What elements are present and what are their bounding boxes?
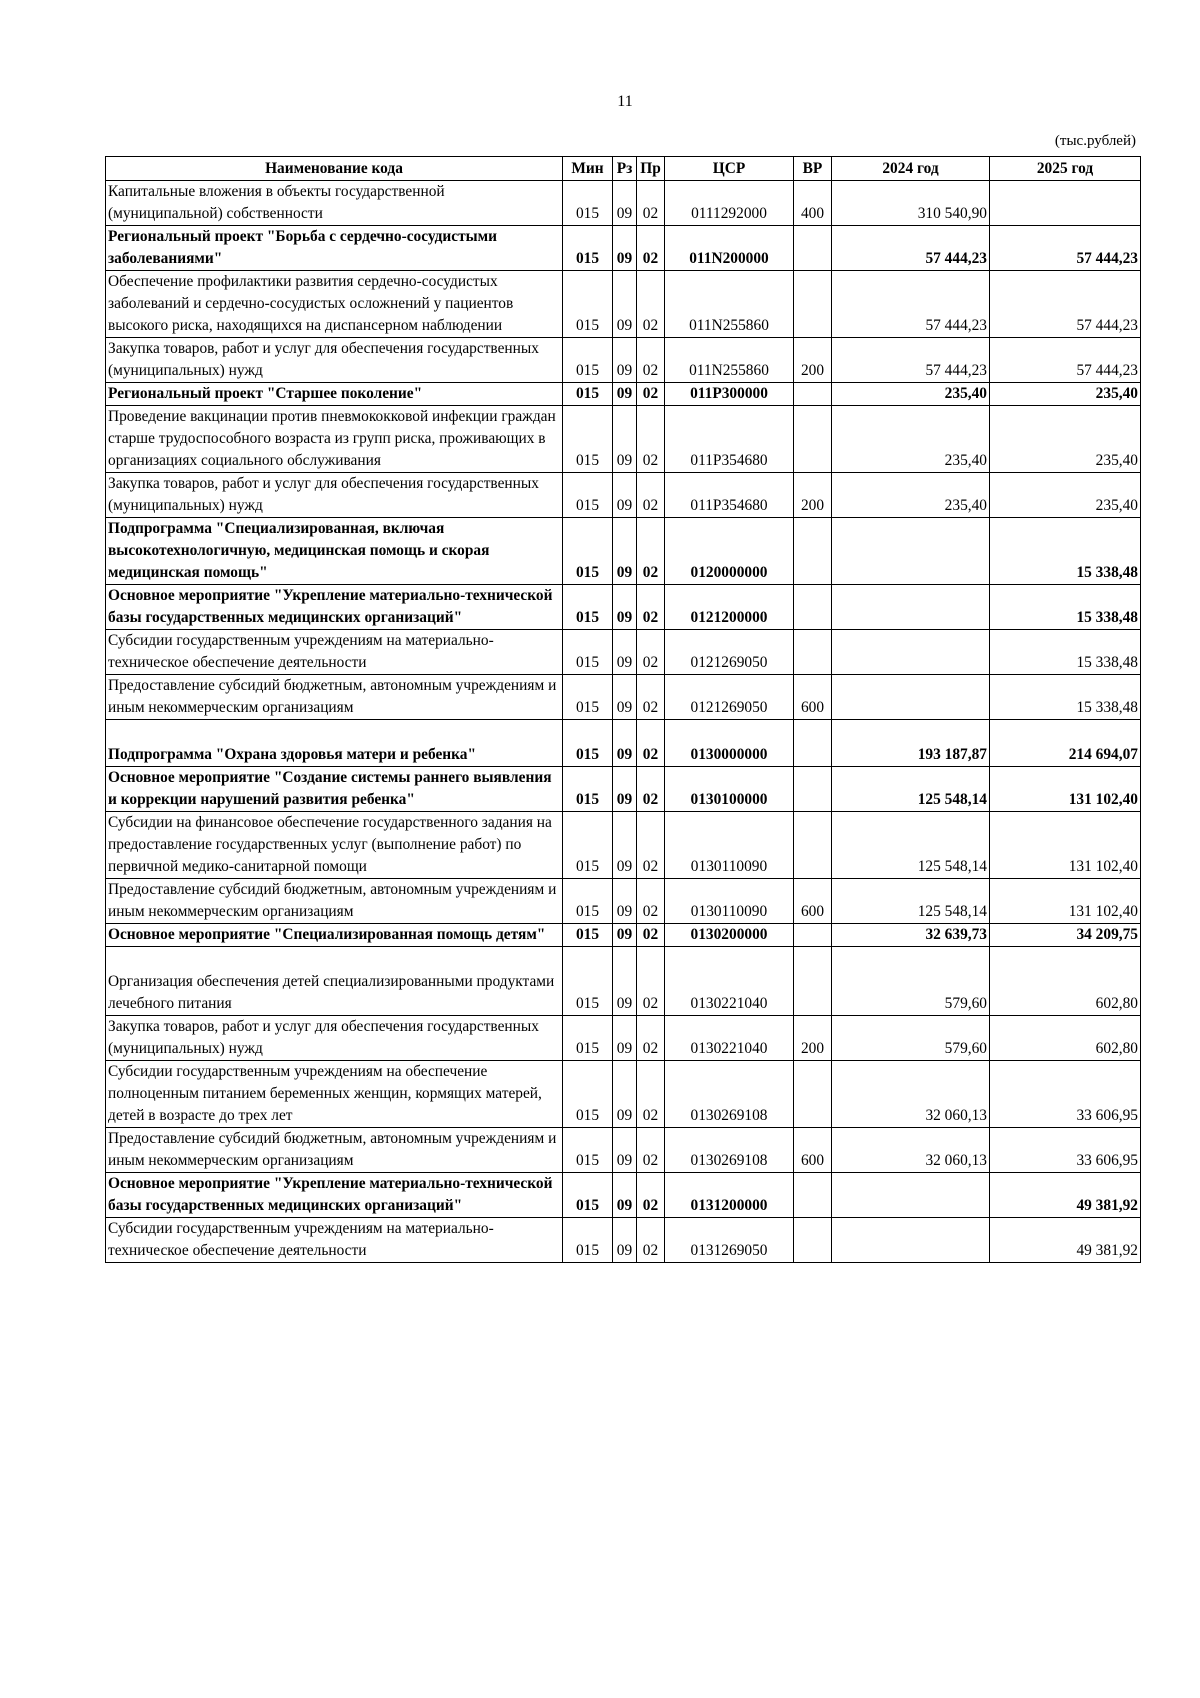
cell-vr: 200 [794, 473, 832, 518]
cell-y2024 [832, 585, 990, 630]
cell-y2025: 15 338,48 [990, 518, 1141, 585]
cell-y2025: 57 444,23 [990, 271, 1141, 338]
cell-vr: 200 [794, 1016, 832, 1061]
cell-vr: 600 [794, 1128, 832, 1173]
cell-min: 015 [563, 675, 613, 720]
table-row [106, 924, 1141, 947]
cell-csr: 0111292000 [665, 181, 794, 226]
cell-min: 015 [563, 1016, 613, 1061]
cell-name: Региональный проект "Старшее поколение" [106, 383, 563, 406]
cell-pr: 02 [637, 947, 665, 1016]
cell-y2025 [990, 181, 1141, 226]
cell-pr: 02 [637, 473, 665, 518]
cell-rz: 09 [613, 383, 637, 406]
cell-csr: 011N255860 [665, 338, 794, 383]
cell-y2024: 193 187,87 [832, 720, 990, 767]
cell-pr: 02 [637, 879, 665, 924]
cell-rz: 09 [613, 1016, 637, 1061]
header-rz: Рз [613, 157, 637, 181]
table-row [106, 226, 1141, 271]
budget-table [105, 156, 1141, 1263]
cell-name: Капитальные вложения в объекты государственной (муниципальной) собственности [106, 181, 563, 226]
cell-min: 015 [563, 924, 613, 947]
cell-rz: 09 [613, 1061, 637, 1128]
cell-pr: 02 [637, 585, 665, 630]
cell-y2024: 57 444,23 [832, 338, 990, 383]
cell-rz: 09 [613, 518, 637, 585]
cell-rz: 09 [613, 924, 637, 947]
cell-pr: 02 [637, 767, 665, 812]
cell-min: 015 [563, 473, 613, 518]
cell-y2025: 602,80 [990, 947, 1141, 1016]
cell-pr: 02 [637, 383, 665, 406]
cell-csr: 011N200000 [665, 226, 794, 271]
cell-pr: 02 [637, 630, 665, 675]
cell-vr [794, 383, 832, 406]
cell-name: Обеспечение профилактики развития сердечно-сосудистых заболеваний и сердечно-сосудистых осложнений у пациентов высокого риска, находящихся на диспансерном наблюдении [106, 271, 563, 338]
cell-min: 015 [563, 271, 613, 338]
cell-rz: 09 [613, 585, 637, 630]
cell-pr: 02 [637, 720, 665, 767]
cell-vr [794, 630, 832, 675]
cell-vr [794, 924, 832, 947]
cell-y2024: 579,60 [832, 1016, 990, 1061]
cell-y2025: 57 444,23 [990, 226, 1141, 271]
cell-csr: 0121200000 [665, 585, 794, 630]
cell-name: Субсидии на финансовое обеспечение государственного задания на предоставление государственных услуг (выполнение работ) по первичной медико-санитарной помощи [106, 812, 563, 879]
header-2024: 2024 год [832, 157, 990, 181]
cell-csr: 0121269050 [665, 630, 794, 675]
cell-csr: 0130200000 [665, 924, 794, 947]
cell-y2025: 131 102,40 [990, 767, 1141, 812]
cell-y2024: 125 548,14 [832, 767, 990, 812]
cell-vr [794, 518, 832, 585]
cell-vr [794, 585, 832, 630]
cell-name: Закупка товаров, работ и услуг для обеспечения государственных (муниципальных) нужд [106, 1016, 563, 1061]
cell-pr: 02 [637, 1061, 665, 1128]
cell-y2024: 579,60 [832, 947, 990, 1016]
cell-name: Закупка товаров, работ и услуг для обеспечения государственных (муниципальных) нужд [106, 338, 563, 383]
cell-csr: 0130221040 [665, 1016, 794, 1061]
cell-name: Предоставление субсидий бюджетным, автономным учреждениям и иным некоммерческим организациям [106, 1128, 563, 1173]
cell-y2024 [832, 1218, 990, 1263]
cell-vr [794, 226, 832, 271]
cell-rz: 09 [613, 879, 637, 924]
cell-pr: 02 [637, 1218, 665, 1263]
cell-y2024: 57 444,23 [832, 226, 990, 271]
header-name: Наименование кода [106, 157, 563, 181]
cell-csr: 011P300000 [665, 383, 794, 406]
cell-rz: 09 [613, 1218, 637, 1263]
cell-y2025: 33 606,95 [990, 1061, 1141, 1128]
cell-y2024: 235,40 [832, 383, 990, 406]
table-row [106, 812, 1141, 879]
cell-y2024 [832, 518, 990, 585]
cell-y2025: 49 381,92 [990, 1218, 1141, 1263]
cell-min: 015 [563, 767, 613, 812]
table-row [106, 585, 1141, 630]
cell-rz: 09 [613, 473, 637, 518]
table-row [106, 338, 1141, 383]
cell-csr: 0130000000 [665, 720, 794, 767]
cell-y2024: 125 548,14 [832, 812, 990, 879]
cell-y2025: 15 338,48 [990, 585, 1141, 630]
cell-vr [794, 1061, 832, 1128]
page-number: 11 [617, 93, 633, 110]
cell-vr [794, 1173, 832, 1218]
table-body [106, 181, 1141, 1263]
cell-y2025: 57 444,23 [990, 338, 1141, 383]
cell-y2024 [832, 630, 990, 675]
cell-y2024: 32 060,13 [832, 1061, 990, 1128]
cell-csr: 0130269108 [665, 1061, 794, 1128]
cell-name: Подпрограмма "Специализированная, включая высокотехнологичную, медицинская помощь и скорая медицинская помощь" [106, 518, 563, 585]
cell-rz: 09 [613, 1173, 637, 1218]
cell-min: 015 [563, 181, 613, 226]
cell-vr: 600 [794, 675, 832, 720]
cell-name: Основное мероприятие "Специализированная помощь детям" [106, 924, 563, 947]
header-2025: 2025 год [990, 157, 1141, 181]
cell-name: Организация обеспечения детей специализированными продуктами лечебного питания [106, 947, 563, 1016]
cell-y2024: 57 444,23 [832, 271, 990, 338]
cell-min: 015 [563, 879, 613, 924]
cell-rz: 09 [613, 767, 637, 812]
cell-min: 015 [563, 1173, 613, 1218]
cell-y2025: 15 338,48 [990, 630, 1141, 675]
cell-vr [794, 406, 832, 473]
cell-csr: 011P354680 [665, 473, 794, 518]
cell-y2024: 235,40 [832, 406, 990, 473]
cell-vr [794, 812, 832, 879]
cell-vr: 600 [794, 879, 832, 924]
table-row [106, 181, 1141, 226]
cell-csr: 011P354680 [665, 406, 794, 473]
cell-rz: 09 [613, 947, 637, 1016]
cell-csr: 011N255860 [665, 271, 794, 338]
cell-min: 015 [563, 812, 613, 879]
cell-y2024 [832, 1173, 990, 1218]
cell-pr: 02 [637, 338, 665, 383]
cell-min: 015 [563, 406, 613, 473]
cell-rz: 09 [613, 720, 637, 767]
cell-csr: 0131200000 [665, 1173, 794, 1218]
table-row [106, 1218, 1141, 1263]
cell-name: Основное мероприятие "Создание системы раннего выявления и коррекции нарушений развития ребенка" [106, 767, 563, 812]
cell-rz: 09 [613, 338, 637, 383]
table-row [106, 720, 1141, 767]
cell-rz: 09 [613, 812, 637, 879]
cell-y2024: 32 639,73 [832, 924, 990, 947]
cell-rz: 09 [613, 630, 637, 675]
header-row [106, 157, 1141, 181]
cell-csr: 0130110090 [665, 812, 794, 879]
cell-name: Субсидии государственным учреждениям на материально-техническое обеспечение деятельности [106, 630, 563, 675]
cell-min: 015 [563, 1061, 613, 1128]
cell-min: 015 [563, 518, 613, 585]
cell-y2025: 214 694,07 [990, 720, 1141, 767]
cell-csr: 0130221040 [665, 947, 794, 1016]
cell-y2025: 33 606,95 [990, 1128, 1141, 1173]
cell-min: 015 [563, 720, 613, 767]
cell-min: 015 [563, 947, 613, 1016]
cell-pr: 02 [637, 1173, 665, 1218]
cell-vr: 200 [794, 338, 832, 383]
cell-name: Субсидии государственным учреждениям на обеспечение полноценным питанием беременных женщин, кормящих матерей, детей в возрасте до трех лет [106, 1061, 563, 1128]
cell-pr: 02 [637, 924, 665, 947]
table-row [106, 675, 1141, 720]
cell-y2024 [832, 675, 990, 720]
table-row [106, 473, 1141, 518]
table-row [106, 406, 1141, 473]
cell-pr: 02 [637, 1016, 665, 1061]
cell-csr: 0130269108 [665, 1128, 794, 1173]
cell-rz: 09 [613, 226, 637, 271]
table-row [106, 1128, 1141, 1173]
cell-rz: 09 [613, 181, 637, 226]
cell-y2025: 602,80 [990, 1016, 1141, 1061]
cell-min: 015 [563, 630, 613, 675]
cell-name: Основное мероприятие "Укрепление материально-технической базы государственных медицинских организаций" [106, 585, 563, 630]
cell-rz: 09 [613, 271, 637, 338]
cell-y2025: 131 102,40 [990, 879, 1141, 924]
cell-pr: 02 [637, 1128, 665, 1173]
cell-rz: 09 [613, 406, 637, 473]
cell-csr: 0120000000 [665, 518, 794, 585]
cell-y2024: 310 540,90 [832, 181, 990, 226]
table-row [106, 383, 1141, 406]
cell-rz: 09 [613, 1128, 637, 1173]
table-row [106, 1061, 1141, 1128]
cell-y2025: 15 338,48 [990, 675, 1141, 720]
cell-vr [794, 720, 832, 767]
cell-pr: 02 [637, 675, 665, 720]
cell-name: Закупка товаров, работ и услуг для обеспечения государственных (муниципальных) нужд [106, 473, 563, 518]
cell-y2024: 125 548,14 [832, 879, 990, 924]
cell-y2024: 235,40 [832, 473, 990, 518]
cell-vr [794, 947, 832, 1016]
cell-name: Проведение вакцинации против пневмококковой инфекции граждан старше трудоспособного возраста из групп риска, проживающих в организациях социального обслуживания [106, 406, 563, 473]
cell-min: 015 [563, 226, 613, 271]
cell-csr: 0130100000 [665, 767, 794, 812]
cell-y2025: 131 102,40 [990, 812, 1141, 879]
cell-y2025: 235,40 [990, 383, 1141, 406]
cell-y2025: 235,40 [990, 406, 1141, 473]
cell-vr [794, 767, 832, 812]
table-row [106, 947, 1141, 1016]
cell-csr: 0131269050 [665, 1218, 794, 1263]
cell-name: Предоставление субсидий бюджетным, автономным учреждениям и иным некоммерческим организациям [106, 675, 563, 720]
header-vr: ВР [794, 157, 832, 181]
cell-pr: 02 [637, 518, 665, 585]
cell-min: 015 [563, 585, 613, 630]
cell-y2025: 49 381,92 [990, 1173, 1141, 1218]
cell-csr: 0121269050 [665, 675, 794, 720]
cell-pr: 02 [637, 812, 665, 879]
header-csr: ЦСР [665, 157, 794, 181]
cell-y2025: 34 209,75 [990, 924, 1141, 947]
cell-pr: 02 [637, 271, 665, 338]
header-pr: Пр [637, 157, 665, 181]
table-row [106, 518, 1141, 585]
cell-vr [794, 271, 832, 338]
table-row [106, 1016, 1141, 1061]
cell-pr: 02 [637, 181, 665, 226]
cell-name: Региональный проект "Борьба с сердечно-сосудистыми заболеваниями" [106, 226, 563, 271]
cell-vr [794, 1218, 832, 1263]
table-row [106, 1173, 1141, 1218]
cell-y2025: 235,40 [990, 473, 1141, 518]
table-row [106, 271, 1141, 338]
cell-csr: 0130110090 [665, 879, 794, 924]
cell-min: 015 [563, 383, 613, 406]
cell-pr: 02 [637, 406, 665, 473]
table-row [106, 630, 1141, 675]
cell-min: 015 [563, 338, 613, 383]
cell-pr: 02 [637, 226, 665, 271]
cell-name: Основное мероприятие "Укрепление материально-технической базы государственных медицинских организаций" [106, 1173, 563, 1218]
header-min: Мин [563, 157, 613, 181]
table-row [106, 767, 1141, 812]
cell-name: Субсидии государственным учреждениям на материально-техническое обеспечение деятельности [106, 1218, 563, 1263]
cell-name: Подпрограмма "Охрана здоровья матери и ребенка" [106, 720, 563, 767]
cell-name: Предоставление субсидий бюджетным, автономным учреждениям и иным некоммерческим организациям [106, 879, 563, 924]
cell-min: 015 [563, 1128, 613, 1173]
cell-vr: 400 [794, 181, 832, 226]
table-row [106, 879, 1141, 924]
cell-min: 015 [563, 1218, 613, 1263]
units-label: (тыс.рублей) [1054, 133, 1136, 149]
cell-rz: 09 [613, 675, 637, 720]
cell-y2024: 32 060,13 [832, 1128, 990, 1173]
